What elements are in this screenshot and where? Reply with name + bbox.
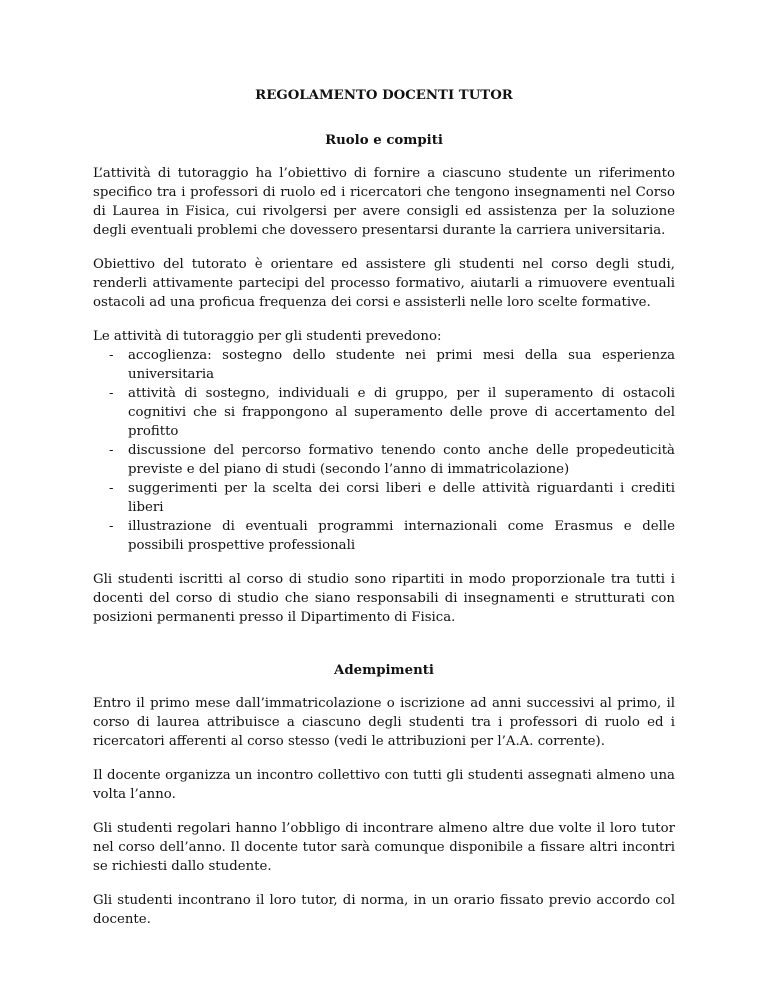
list-item (93, 479, 675, 517)
paragraph-obiettivo-tutorato: Obiettivo del tutorato è orientare ed assistere gli studenti nel corso degli studi, renderli attivamente partecipi del processo formativo, aiutarli a rimuovere eventuali ostacoli ad una proficua frequenza dei corsi e assisterli nelle loro scelte formative. (93, 257, 675, 310)
list-item-text: accoglienza: sostegno dello studente nei primi mesi della sua esperienza universitaria (128, 348, 675, 382)
list-item (93, 517, 675, 555)
paragraph-incontro-collettivo: Il docente organizza un incontro collettivo con tutti gli studenti assegnati almeno una volta l’anno. (93, 768, 675, 802)
list-item-text: attività di sostegno, individuali e di gruppo, per il superamento di ostacoli cognitivi che si frappongono al superamento delle prove di accertamento del profitto (128, 386, 675, 439)
list-item (93, 441, 675, 479)
paragraph-ripartizione-studenti: Gli studenti iscritti al corso di studio sono ripartiti in modo proporzionale tra tutti i docenti del corso di studio che siano responsabili di insegnamenti e strutturati con posizioni permanenti presso il Dipartimento di Fisica. (93, 572, 675, 625)
list-item (93, 346, 675, 384)
paragraph-obbligo-incontri: Gli studenti regolari hanno l’obbligo di incontrare almeno altre due volte il loro tutor nel corso dell’anno. Il docente tutor sarà comunque disponibile a fissare altri incontri se richiesti dallo studente. (93, 821, 675, 874)
paragraph-tutoraggio-obiettivo: L’attività di tutoraggio ha l’obiettivo di fornire a ciascuno studente un riferimento specifico tra i professori di ruolo ed i ricercatori che tengono insegnamenti nel Corso di Laurea in Fisica, cui rivolgersi per avere consigli ed assistenza per la soluzione degli eventuali problemi che dovessero presentarsi durante la carriera universitaria. (93, 166, 675, 238)
list-bullet: - (109, 519, 114, 534)
list-bullet: - (109, 443, 114, 458)
list-bullet: - (109, 348, 114, 363)
list-item-text: suggerimenti per la scelta dei corsi liberi e delle attività riguardanti i crediti liberi (128, 481, 675, 515)
list-item-text: illustrazione di eventuali programmi internazionali come Erasmus e delle possibili prospettive professionali (128, 519, 675, 553)
paragraph-attribuzione-tutor: Entro il primo mese dall’immatricolazione o iscrizione ad anni successivi al primo, il corso di laurea attribuisce a ciascuno degli studenti tra i professori di ruolo ed i ricercatori afferenti al corso stesso (vedi le attribuzioni per l’A.A. corrente). (93, 696, 675, 749)
section-heading-ruolo-e-compiti: Ruolo e compiti (325, 133, 443, 148)
paragraph-orario-incontri: Gli studenti incontrano il loro tutor, di norma, in un orario fissato previo accordo col docente. (93, 893, 675, 927)
list-bullet: - (109, 481, 114, 496)
list-item-text: discussione del percorso formativo tenendo conto anche delle propedeuticità previste e del piano di studi (secondo l’anno di immatricolazione) (128, 443, 675, 477)
list-bullet: - (109, 386, 114, 401)
activities-list (93, 346, 675, 555)
section-heading-adempimenti: Adempimenti (334, 663, 434, 678)
list-item (93, 384, 675, 441)
document-title: REGOLAMENTO DOCENTI TUTOR (255, 88, 513, 103)
list-intro: Le attività di tutoraggio per gli studenti prevedono: (93, 329, 442, 344)
